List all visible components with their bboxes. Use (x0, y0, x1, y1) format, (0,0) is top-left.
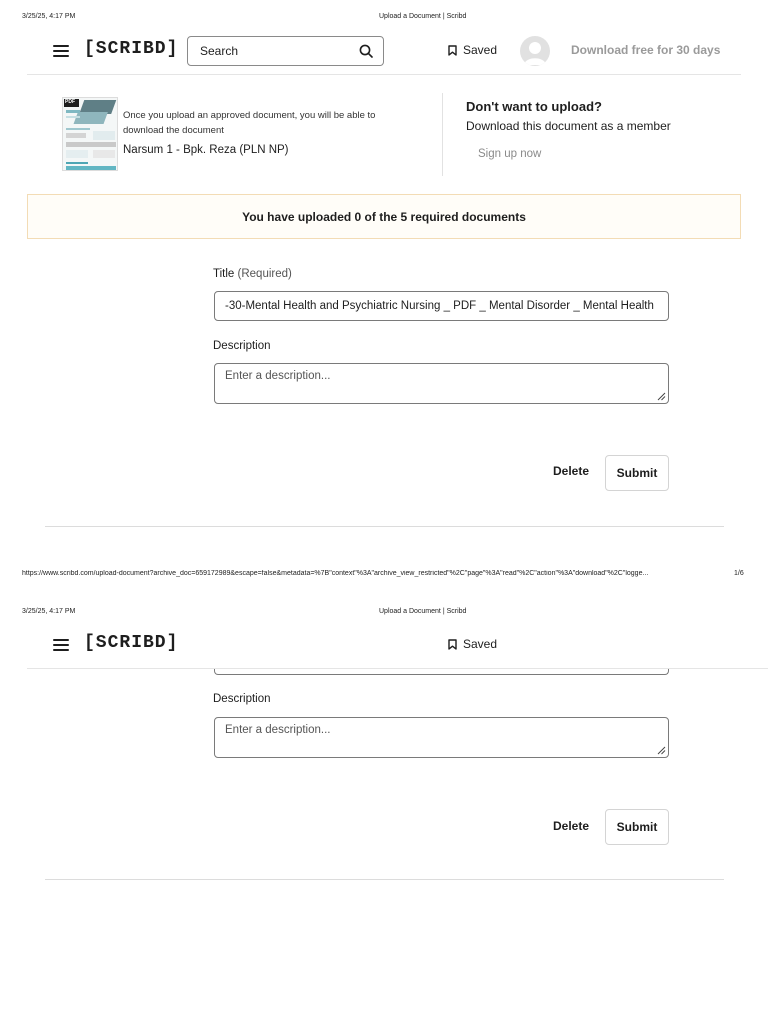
resize-handle-icon[interactable] (657, 392, 666, 401)
title-label-text: Title (213, 268, 235, 280)
banner-text: You have uploaded 0 of the 5 required documents (242, 209, 526, 224)
search-bar[interactable] (187, 36, 384, 66)
print-url: https://www.scribd.com/upload-document?archive_doc=659172989&escape=false&metadata=%7B"context"%3A"archive_view_restricted"%2C"page"%3A"read"%2C"action"%3A"download"%2C"logge... (22, 570, 649, 577)
document-name: Narsum 1 - Bpk. Reza (PLN NP) (123, 144, 289, 156)
download-free-link[interactable]: Download free for 30 days (571, 43, 721, 57)
print-datetime: 3/25/25, 4:17 PM (22, 13, 76, 20)
upload-info-message: Once you upload an approved document, you will be able to download the document (123, 110, 376, 136)
print-tab-title: Upload a Document | Scribd (379, 13, 467, 20)
scribd-logo-2[interactable]: [SCRIBD] (84, 633, 179, 653)
form-divider-2 (45, 879, 724, 880)
document-thumbnail (62, 97, 118, 171)
print-page-number: 1/6 (734, 570, 744, 577)
submit-button-2[interactable]: Submit (605, 809, 669, 845)
title-input-value: -30-Mental Health and Psychiatric Nursing _ PDF _ Mental Disorder _ Mental Health (225, 300, 654, 312)
description-textarea-2[interactable] (214, 717, 669, 758)
description-placeholder: Enter a description... (225, 370, 331, 382)
scribd-logo[interactable]: [SCRIBD] (84, 39, 179, 59)
print-datetime-2: 3/25/25, 4:17 PM (22, 608, 76, 615)
header-divider (27, 74, 741, 75)
description-label-2: Description (213, 693, 271, 705)
saved-label-2: Saved (463, 637, 498, 651)
search-icon[interactable] (359, 44, 373, 58)
title-input[interactable] (214, 291, 669, 321)
submit-button[interactable]: Submit (605, 455, 669, 491)
saved-link-2[interactable] (448, 637, 497, 651)
bookmark-icon-2 (448, 639, 457, 650)
pdf-badge: PDF (65, 99, 75, 105)
alt-title: Don't want to upload? (466, 99, 602, 114)
title-label (213, 268, 292, 280)
print-tab-title-2: Upload a Document | Scribd (379, 608, 467, 615)
description-label: Description (213, 340, 271, 352)
alt-subtitle: Download this document as a member (466, 119, 671, 133)
title-input-edge (214, 669, 669, 675)
delete-button[interactable]: Delete (553, 464, 590, 478)
menu-icon[interactable] (53, 45, 69, 57)
saved-link[interactable] (448, 43, 497, 57)
sign-up-link[interactable]: Sign up now (478, 148, 542, 160)
search-input[interactable] (200, 44, 359, 58)
avatar[interactable] (520, 36, 550, 66)
user-icon (520, 36, 550, 66)
form-divider (45, 526, 724, 527)
saved-label: Saved (463, 43, 498, 57)
menu-icon-2[interactable] (53, 639, 69, 651)
description-placeholder-2: Enter a description... (225, 724, 331, 736)
upload-count-banner (27, 194, 741, 239)
required-note: (Required) (237, 268, 292, 280)
resize-handle-icon-2[interactable] (657, 746, 666, 755)
info-divider (442, 93, 443, 176)
delete-button-2[interactable]: Delete (553, 819, 590, 833)
description-textarea[interactable] (214, 363, 669, 404)
bookmark-icon (448, 45, 457, 56)
